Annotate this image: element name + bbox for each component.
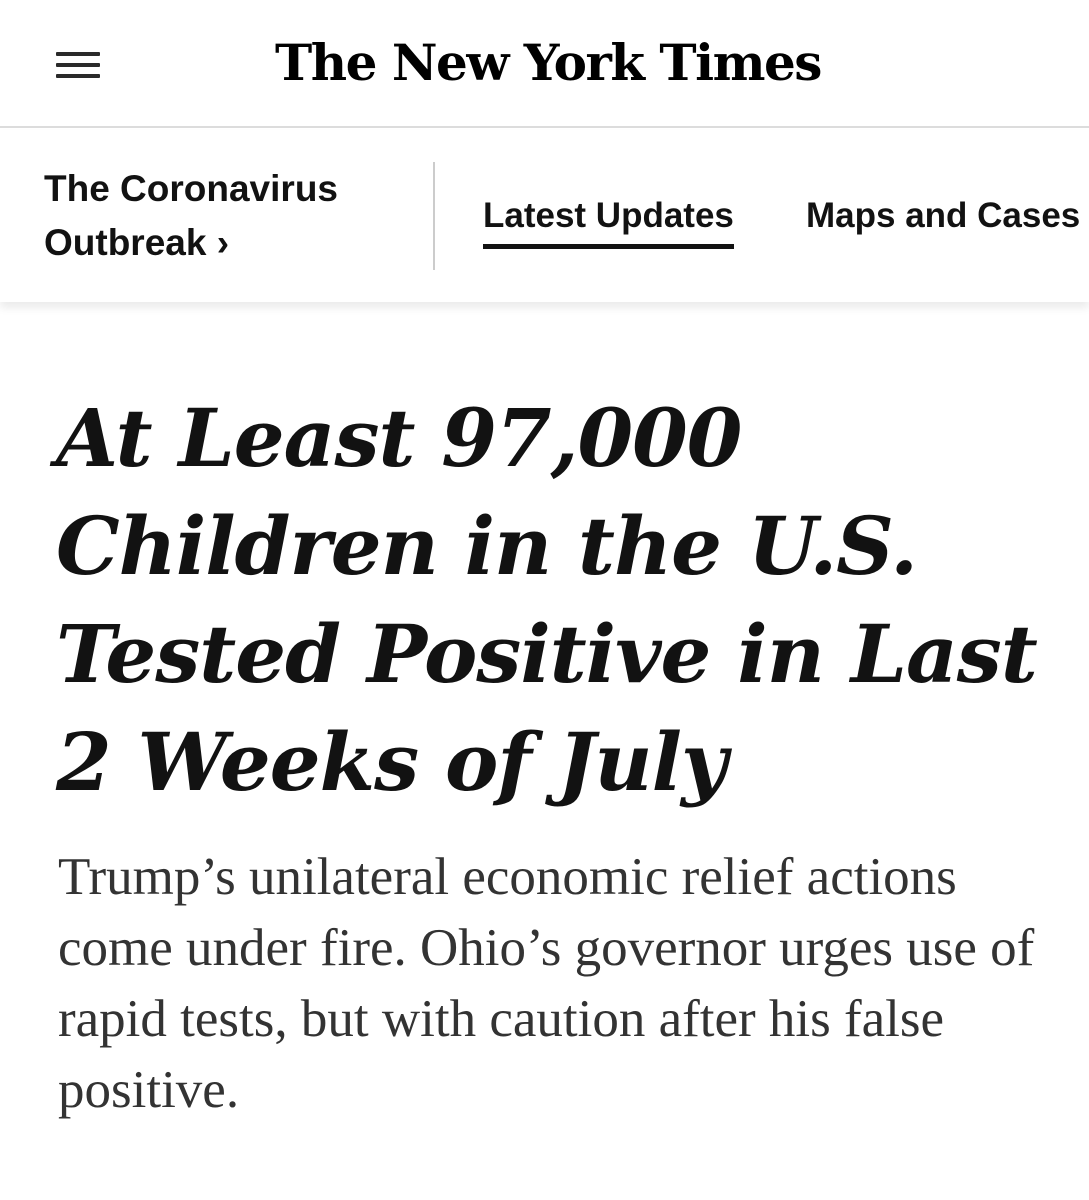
masthead: [0, 0, 1089, 128]
section-nav: [0, 130, 1089, 302]
nyt-logo[interactable]: The New York Times: [275, 32, 821, 92]
article-summary: Trump’s unilateral economic relief actions come under fire. Ohio’s governor urges use of rapid tests, but with caution after his false positive.: [58, 848, 1035, 1119]
tab-latest-updates[interactable]: Latest Updates: [483, 194, 734, 249]
menu-line: [56, 52, 100, 56]
chevron-right-icon: ›: [216, 222, 230, 263]
menu-line: [56, 63, 100, 67]
menu-line: [56, 74, 100, 78]
hamburger-menu-icon[interactable]: [56, 52, 100, 78]
article-headline[interactable]: At Least 97,000 Children in the U.S. Tested Positive in Last 2 Weeks of July: [56, 391, 1037, 809]
section-link-coronavirus[interactable]: [44, 162, 414, 270]
section-divider: [433, 162, 435, 270]
tab-maps-and-cases[interactable]: Maps and Cases: [806, 196, 1081, 235]
section-label: The Coronavirus Outbreak: [44, 168, 338, 263]
